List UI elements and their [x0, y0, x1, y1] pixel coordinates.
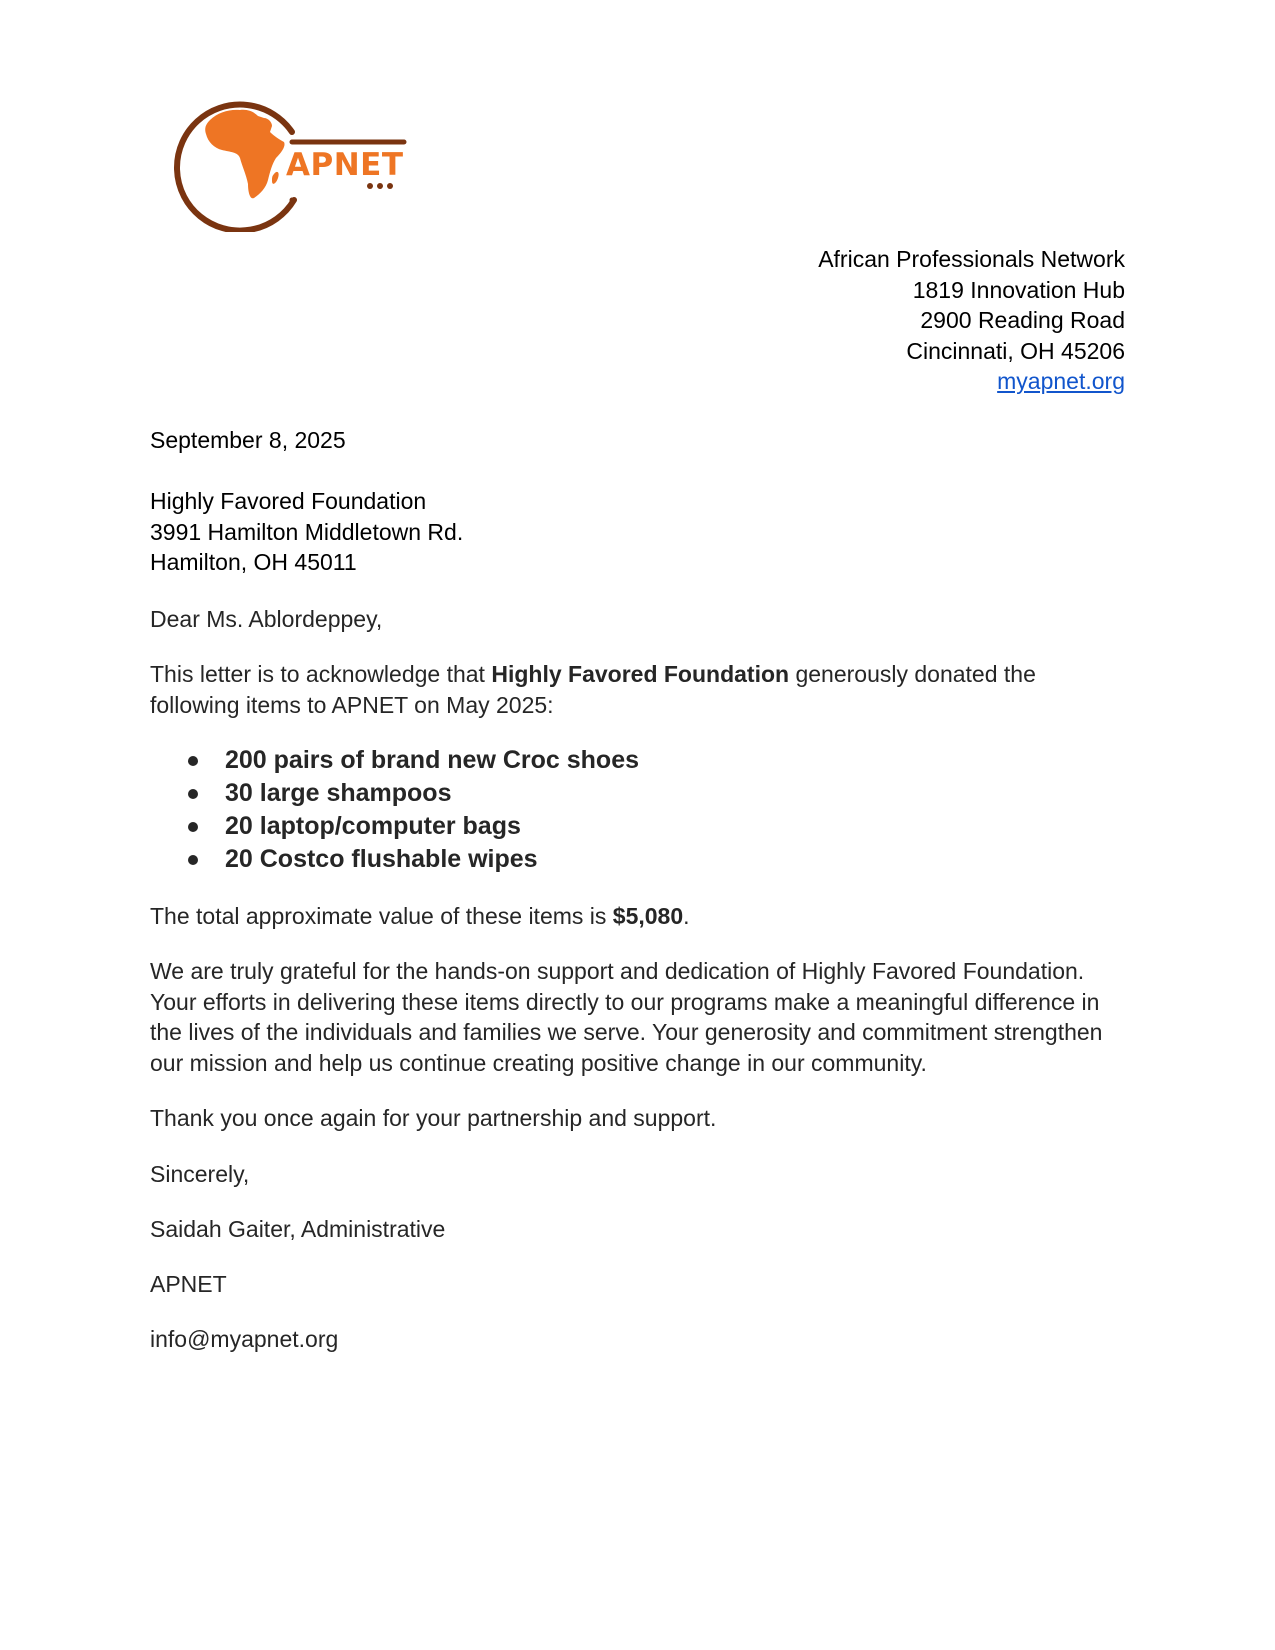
closing: Sincerely, [150, 1161, 250, 1187]
donated-items-list [150, 744, 639, 876]
signer-org: APNET [150, 1271, 227, 1297]
item-label: 20 laptop/computer bags [225, 812, 521, 840]
item-label: 20 Costco flushable wipes [225, 845, 538, 873]
bullet-icon [188, 855, 198, 865]
total-amount: $5,080 [612, 903, 684, 929]
recipient-city: Hamilton, OH 45011 [150, 549, 357, 575]
bullet-icon [188, 789, 198, 799]
recipient-street: 3991 Hamilton Middletown Rd. [150, 518, 464, 545]
letter-date: September 8, 2025 [150, 427, 346, 453]
bullet-icon [188, 756, 198, 766]
apnet-logo [168, 82, 408, 232]
sender-address [818, 244, 1125, 397]
sender-name: African Professionals Network [818, 246, 1125, 272]
item-label: 200 pairs of brand new Croc shoes [225, 746, 640, 774]
website-link[interactable]: myapnet.org [997, 368, 1125, 394]
sender-city: Cincinnati, OH 45206 [906, 337, 1125, 364]
thanks-line: Thank you once again for your partnership and support. [150, 1105, 717, 1131]
intro-text-end: generously donated the following items to APNET on May 2025: [150, 661, 1036, 718]
total-text-end: . [683, 903, 690, 929]
sender-line1: 1819 Innovation Hub [912, 276, 1125, 303]
signer-name: Saidah Gaiter, Administrative [150, 1216, 446, 1242]
gratitude-paragraph: We are truly grateful for the hands-on support and dedication of Highly Favored Foundation. Your efforts in delivering these items directly to our programs make a meaningful difference in the lives of the individuals and families we serve. Your generosity and commitment strengthen our mission and help us continue creating positive change in our community. [150, 958, 1103, 1076]
intro-paragraph [150, 659, 1080, 720]
contact-email[interactable]: info@myapnet.org [150, 1326, 339, 1352]
list-item [150, 744, 639, 777]
salutation: Dear Ms. Ablordeppey, [150, 606, 383, 632]
intro-text-start: This letter is to acknowledge that [150, 661, 492, 687]
intro-org-name: Highly Favored Foundation [491, 661, 790, 687]
sender-line2: 2900 Reading Road [920, 307, 1125, 333]
total-text-start: The total approximate value of these items is [150, 903, 613, 929]
bullet-icon [188, 822, 198, 832]
logo-text: APNET [286, 147, 404, 183]
list-item [150, 810, 639, 843]
list-item [150, 777, 639, 810]
recipient-name: Highly Favored Foundation [150, 488, 427, 514]
total-value-paragraph [150, 901, 690, 932]
recipient-address [150, 486, 463, 578]
item-label: 30 large shampoos [225, 779, 452, 807]
list-item [150, 843, 639, 876]
